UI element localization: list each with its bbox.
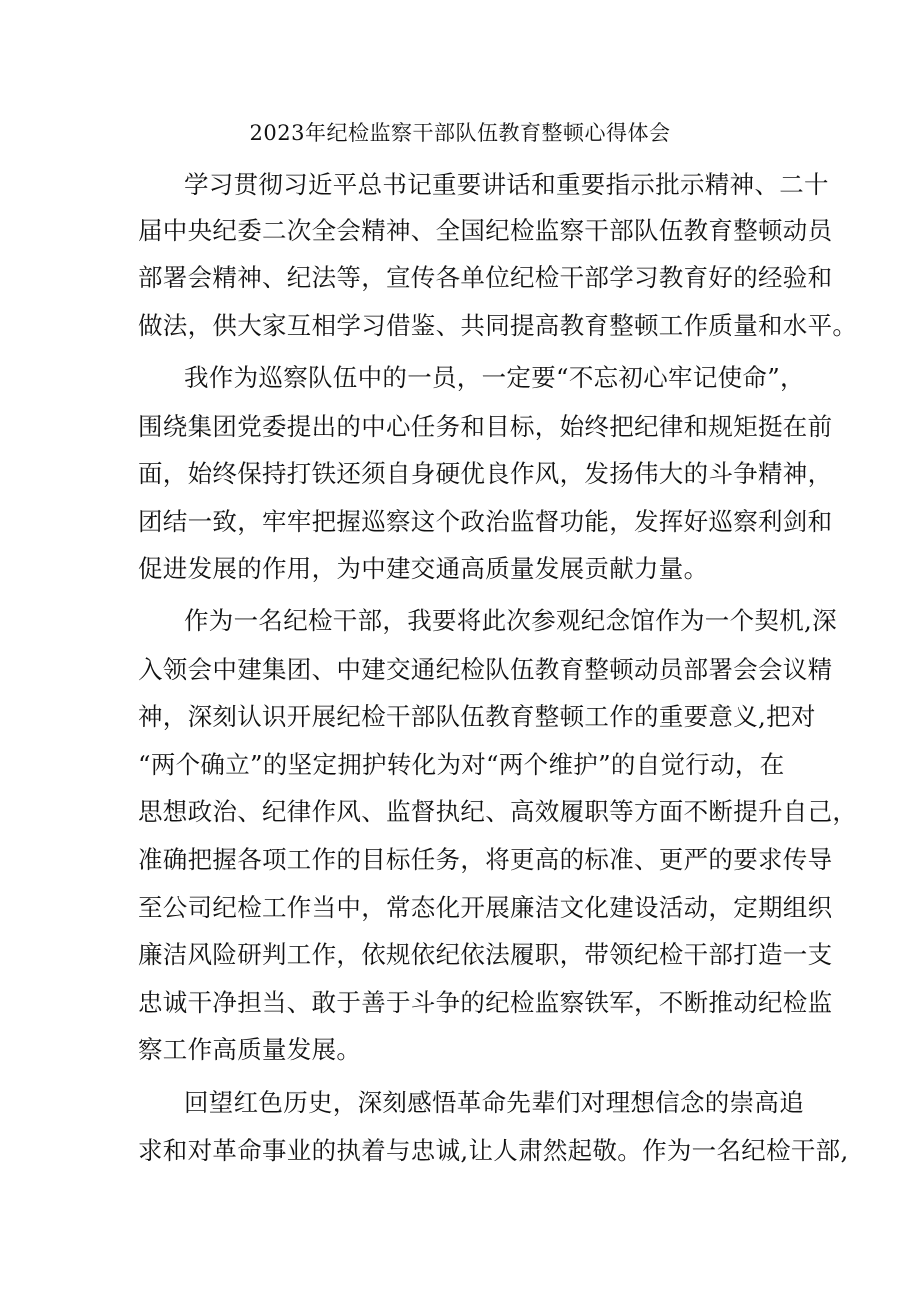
paragraph-3-line-7: 至公司纪检工作当中，常态化开展廉洁文化建设活动，定期组织 — [138, 893, 833, 922]
paragraph-3-line-10: 察工作高质量发展。 — [138, 1035, 362, 1064]
paragraph-2-line-2: 围绕集团党委提出的中心任务和目标，始终把纪律和规矩挺在前 — [138, 412, 833, 441]
paragraph-3-line-8: 廉洁风险研判工作，依规依纪依法履职，带领纪检干部打造一支 — [138, 940, 833, 969]
paragraph-3-line-4: “两个确立”的坚定拥护转化为对“两个维护”的自觉行动，在 — [138, 750, 785, 779]
paragraph-1-line-2: 届中央纪委二次全会精神、全国纪检监察干部队伍教育整顿动员 — [138, 216, 833, 245]
paragraph-3-line-3: 神，深刻认识开展纪检干部队伍教育整顿工作的重要意义,把对 — [138, 702, 816, 731]
paragraph-2-line-5: 促进发展的作用，为中建交通高质量发展贡献力量。 — [138, 554, 709, 583]
paragraph-1-line-1: 学习贯彻习近平总书记重要讲话和重要指示批示精神、二十 — [184, 170, 829, 199]
paragraph-4-line-1: 回望红色历史，深刻感悟革命先辈们对理想信念的崇高追 — [184, 1088, 804, 1117]
paragraph-3-line-2: 入领会中建集团、中建交通纪检队伍教育整顿动员部署会会议精 — [138, 655, 833, 684]
paragraph-3-line-5: 思想政治、纪律作风、监督执纪、高效履职等方面不断提升自己， — [138, 797, 858, 826]
paragraph-3-line-6: 准确把握各项工作的目标任务，将更高的标准、更严的要求传导 — [138, 845, 833, 874]
paragraph-2-line-3: 面，始终保持打铁还须自身硬优良作风，发扬伟大的斗争精神， — [138, 459, 833, 488]
paragraph-1-line-3: 部署会精神、纪法等，宣传各单位纪检干部学习教育好的经验和 — [138, 263, 833, 292]
paragraph-3-line-1: 作为一名纪检干部，我要将此次参观纪念馆作为一个契机,深 — [184, 606, 837, 635]
paragraph-3-line-9: 忠诚干净担当、敢于善于斗争的纪检监察铁军，不断推动纪检监 — [138, 988, 833, 1017]
paragraph-4-line-2: 求和对革命事业的执着与忠诚,让人肃然起敬。作为一名纪检干部, — [138, 1136, 849, 1165]
paragraph-2-line-1: 我作为巡察队伍中的一员，一定要“不忘初心牢记使命”， — [184, 363, 805, 392]
paragraph-2-line-4: 团结一致，牢牢把握巡察这个政治监督功能，发挥好巡察利剑和 — [138, 507, 833, 536]
paragraph-1-line-4: 做法，供大家互相学习借鉴、共同提高教育整顿工作质量和水平。 — [138, 311, 858, 340]
document-title: 2023年纪检监察干部队伍教育整顿心得体会 — [249, 121, 671, 145]
